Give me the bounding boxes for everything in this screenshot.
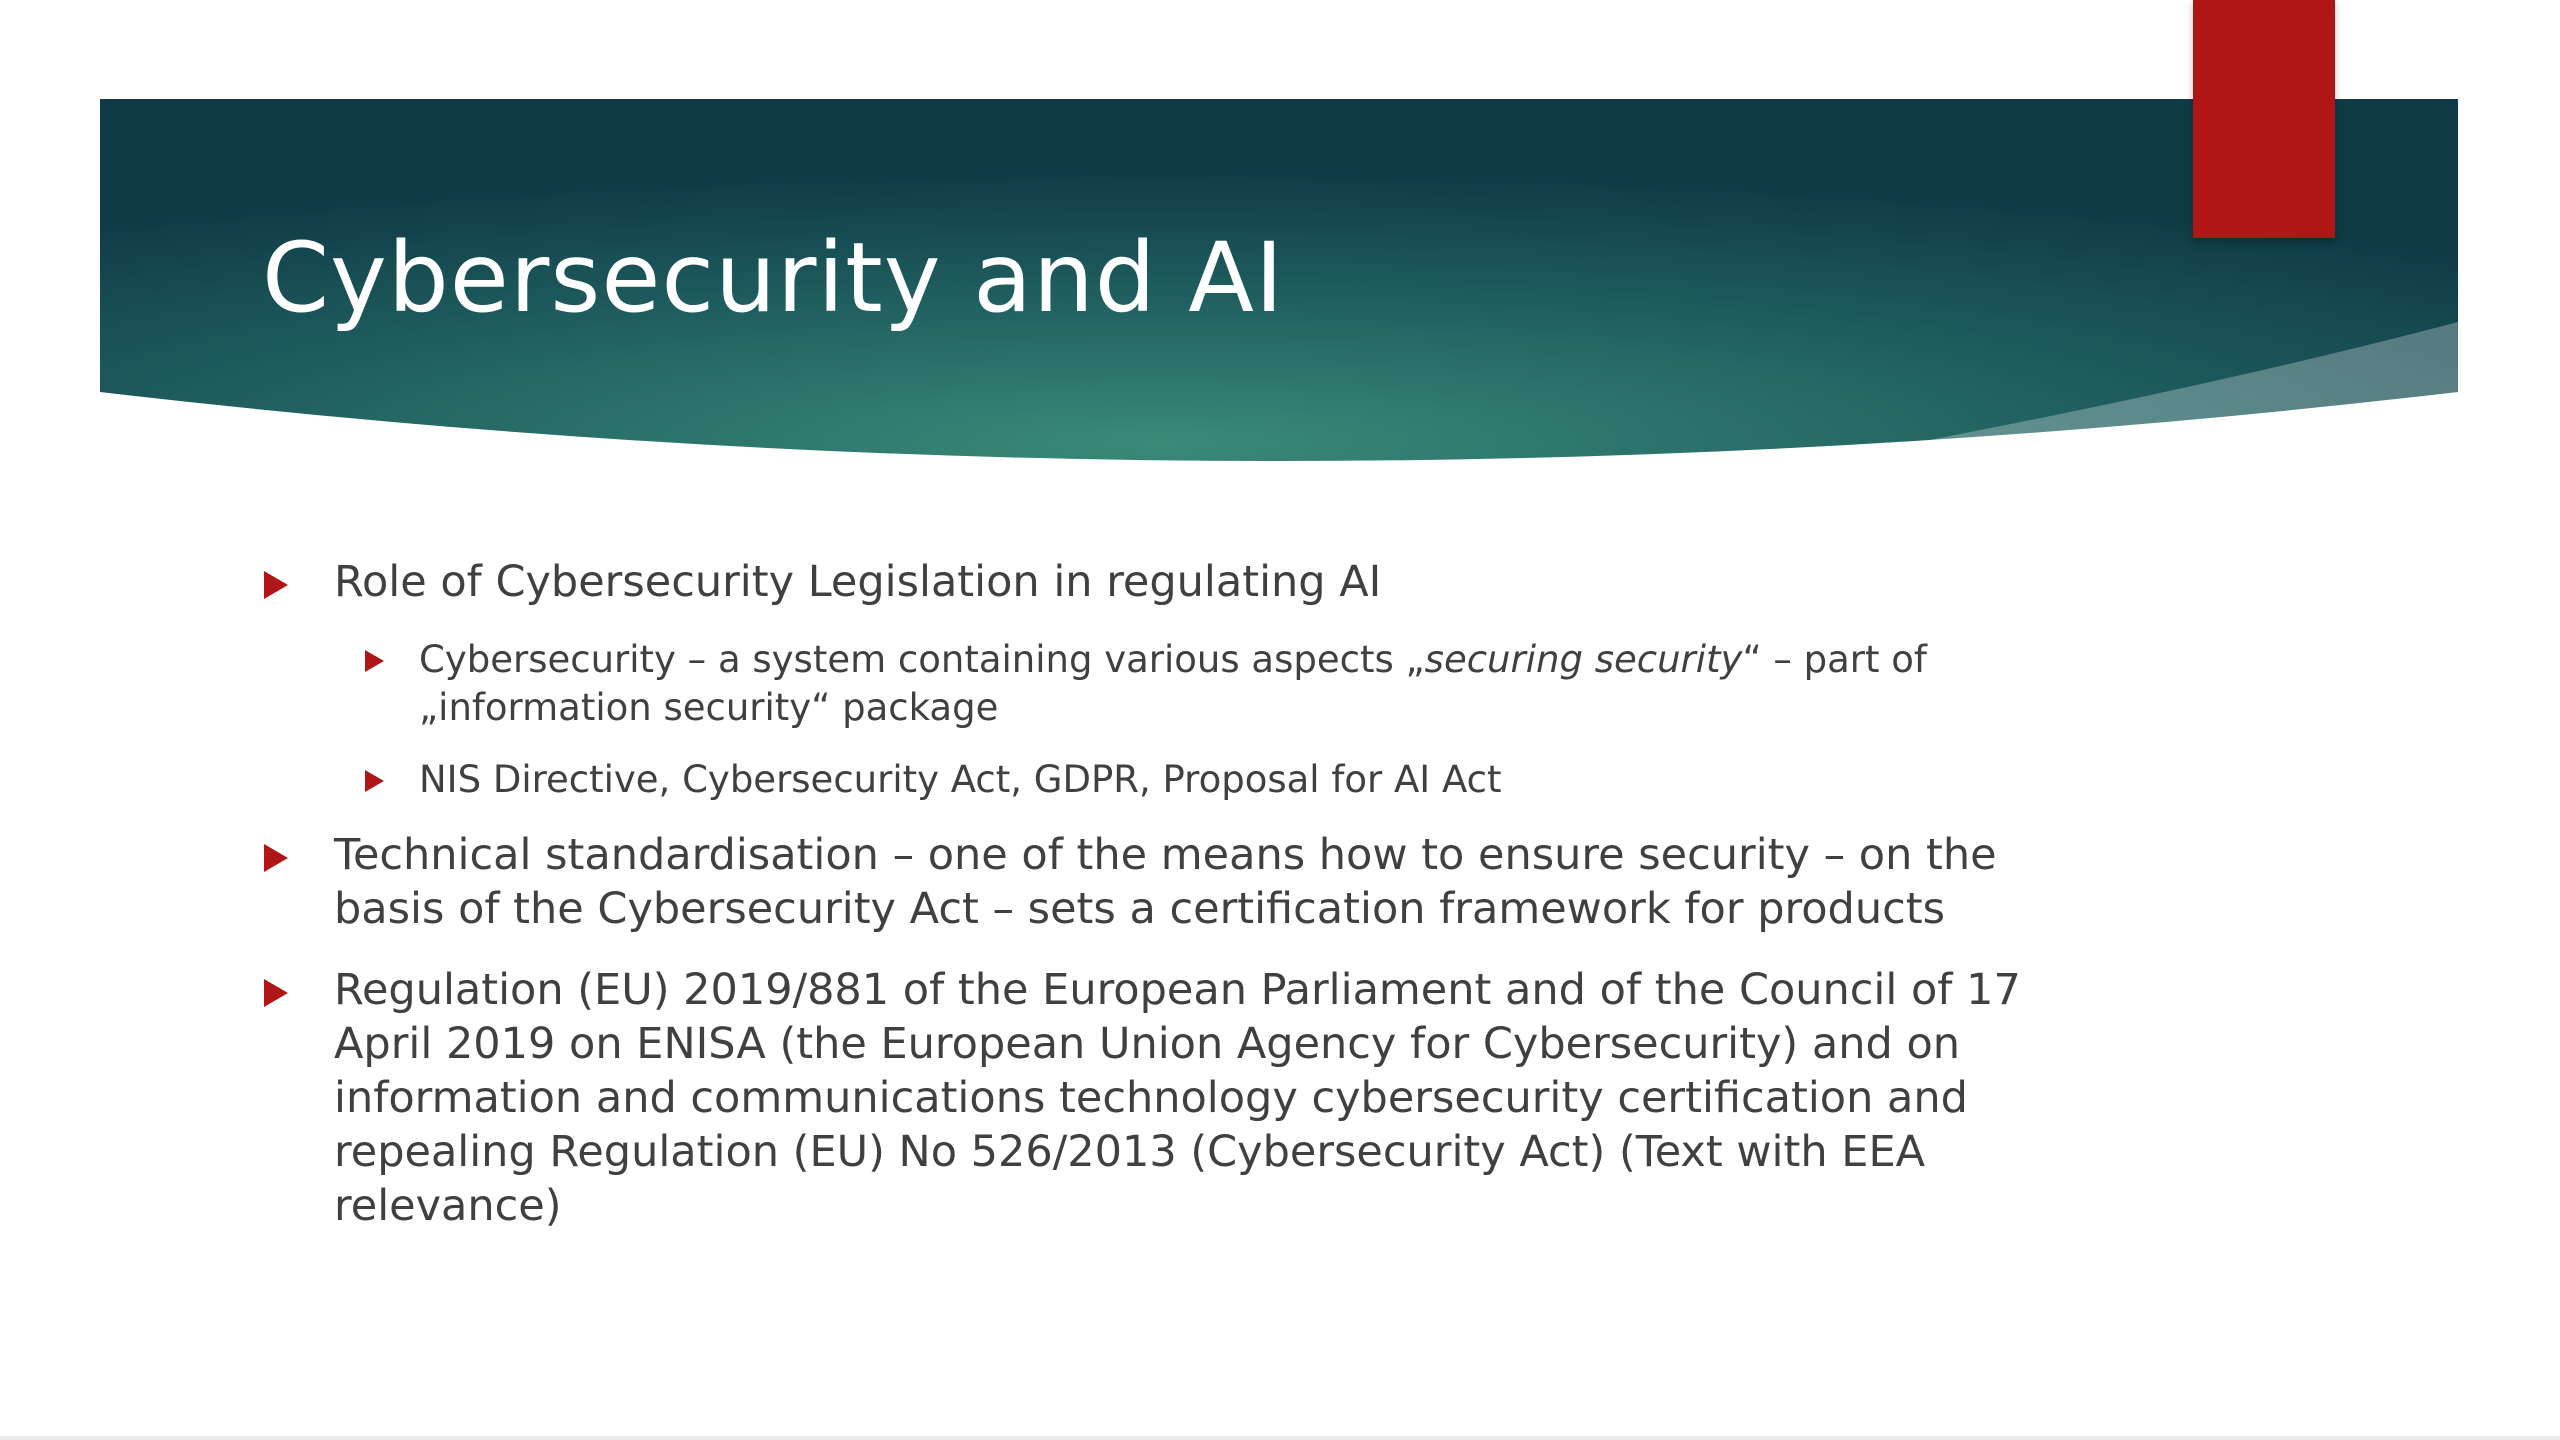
bullet-list <box>262 555 2062 1260</box>
bullet-text: Regulation (EU) 2019/881 of the European Parliament and of the Council of 17 April 2019 on ENISA (the European Union Agency for Cybersecurity) and on information and communications technology cybersecurity certification and repealing Regulation (EU) No 526/2013 (Cybersecurity Act) (Text with EEA relevance) <box>334 965 2021 1231</box>
bullet-text-part: “ – part of „information security“ package <box>419 638 1927 729</box>
bullet-text: Role of Cybersecurity Legislation in regulating AI <box>334 557 1382 607</box>
sub-bullet-item <box>359 756 2062 804</box>
sub-bullet-item <box>359 636 2062 732</box>
bullet-text: Technical standardisation – one of the means how to ensure security – on the basis of the Cybersecurity Act – sets a certification framework for products <box>334 830 1997 934</box>
bullet-text-part: Cybersecurity – a system containing various aspects „ <box>419 638 1425 681</box>
bullet-arrow-icon <box>365 650 384 672</box>
bullet-item <box>262 963 2062 1233</box>
bullet-arrow-icon <box>264 844 288 872</box>
bullet-arrow-icon <box>365 770 384 792</box>
red-accent-tab <box>2193 0 2335 238</box>
bullet-item <box>262 828 2062 936</box>
bullet-text: NIS Directive, Cybersecurity Act, GDPR, Proposal for AI Act <box>419 758 1502 801</box>
slide-title: Cybersecurity and AI <box>262 222 1285 334</box>
bullet-item <box>262 555 2062 609</box>
bottom-divider <box>0 1436 2560 1440</box>
bullet-arrow-icon <box>264 571 288 599</box>
bullet-text <box>419 638 1927 729</box>
bullet-arrow-icon <box>264 979 288 1007</box>
bullet-text-emphasis: securing security <box>1424 638 1743 681</box>
